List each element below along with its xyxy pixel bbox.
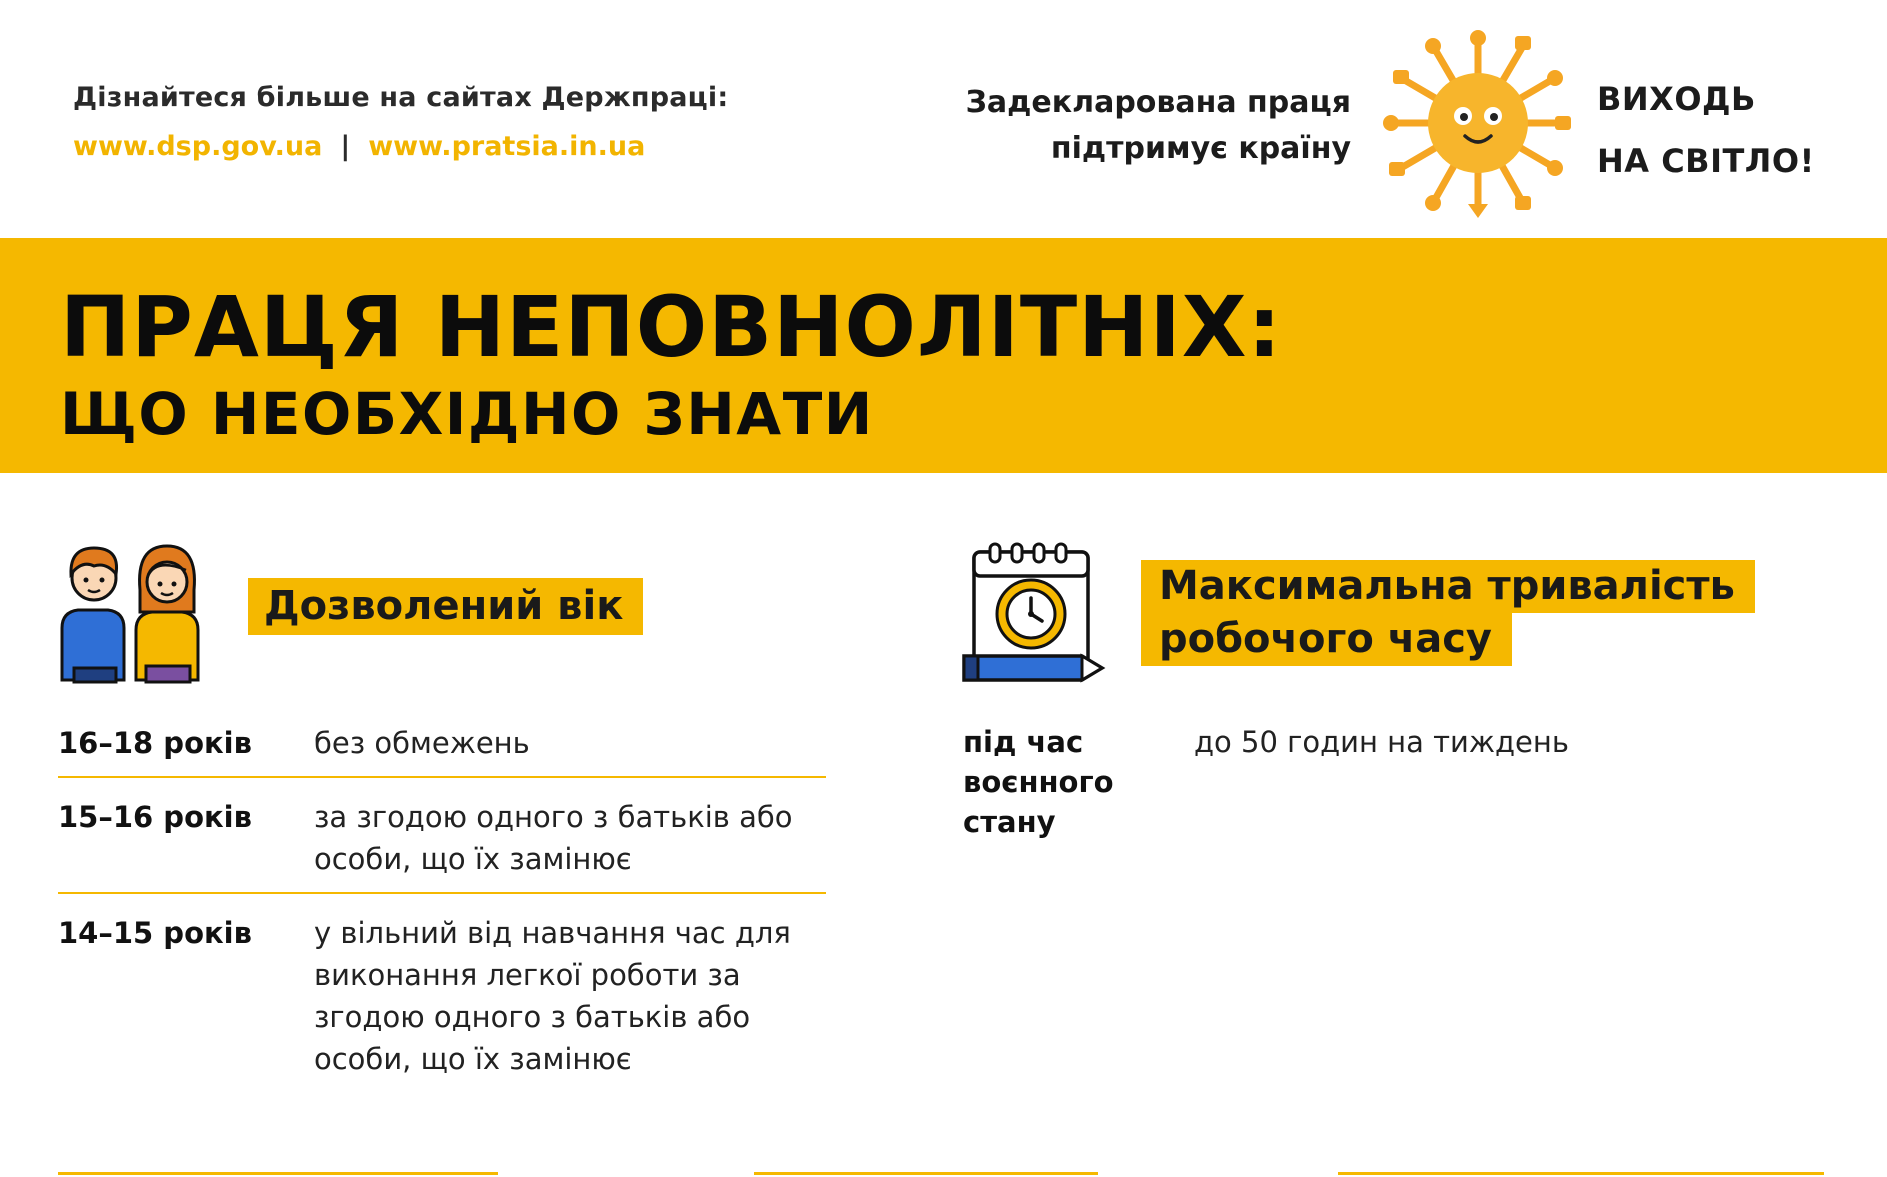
brand-line-1: ВИХОДЬ	[1597, 80, 1756, 118]
page-subtitle: ЩО НЕОБХІДНО ЗНАТИ	[60, 380, 874, 448]
children-icon	[56, 540, 204, 686]
learn-more-text: Дізнайтеся більше на сайтах Держпраці:	[73, 82, 729, 113]
slogan-line-1: Задекларована праця	[965, 85, 1351, 120]
age-section-heading: Дозволений вік	[248, 578, 643, 635]
hours-heading-line-2: робочого часу	[1141, 613, 1512, 666]
bottom-divider-2	[754, 1172, 1098, 1175]
table-row	[58, 910, 826, 1092]
age-label: 14–15 років	[58, 916, 252, 950]
info-block	[73, 82, 728, 162]
brand-line-2: НА СВІТЛО!	[1597, 142, 1815, 180]
slogan-line-2: підтримує країну	[1050, 131, 1351, 166]
pratsia-link[interactable]: www.pratsia.in.ua	[368, 131, 646, 162]
bottom-divider-1	[58, 1172, 498, 1175]
table-row	[58, 794, 826, 894]
martial-law-label: під час воєнного стану	[963, 725, 1114, 839]
martial-law-value: до 50 годин на тиждень	[1194, 725, 1569, 759]
dsp-link[interactable]: www.dsp.gov.ua	[73, 131, 323, 162]
link-separator: |	[340, 131, 351, 162]
brand	[1597, 68, 1815, 192]
hours-section-heading	[1141, 560, 1801, 666]
bottom-divider-3	[1338, 1172, 1824, 1175]
age-table	[58, 720, 826, 1108]
title-banner	[0, 238, 1887, 473]
calendar-clock-icon	[962, 542, 1106, 686]
hours-heading-line-1: Максимальна тривалість	[1141, 560, 1755, 613]
sun-with-tools-icon	[1383, 28, 1573, 218]
page-title: ПРАЦЯ НЕПОВНОЛІТНІХ:	[60, 278, 1283, 376]
links-row	[73, 131, 728, 162]
age-description: за згодою одного з батьків або особи, що їх замінює	[314, 800, 793, 876]
age-label: 15–16 років	[58, 800, 252, 834]
slogan	[966, 80, 1351, 172]
age-label: 16–18 років	[58, 726, 252, 760]
table-row	[58, 720, 826, 778]
age-description: у вільний від навчання час для виконання легкої роботи за згодою одного з батьків або особи, що їх замінює	[314, 916, 791, 1076]
age-description: без обмежень	[314, 726, 530, 760]
